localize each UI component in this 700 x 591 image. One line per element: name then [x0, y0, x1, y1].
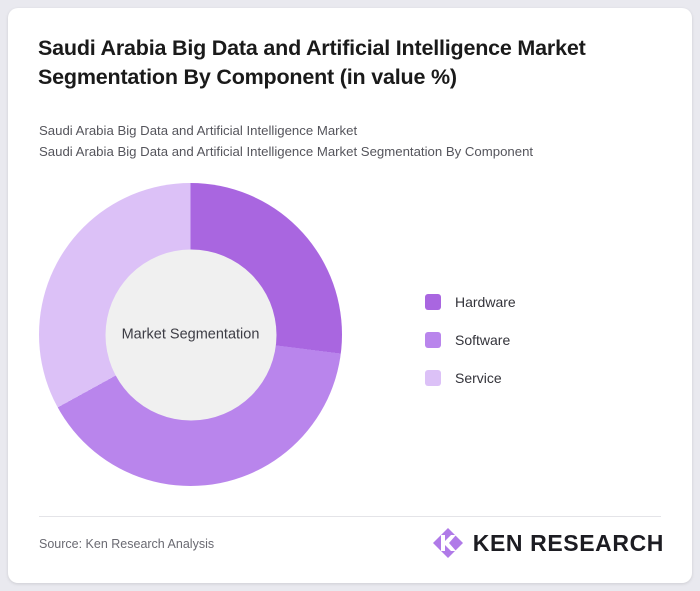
legend-label: Hardware	[455, 294, 516, 310]
chart-area	[8, 173, 692, 503]
donut-chart[interactable]	[39, 183, 342, 486]
legend-item[interactable]	[425, 321, 655, 359]
ken-monogram-icon	[431, 526, 465, 560]
brand-logo	[431, 526, 664, 560]
chart-subtitle	[39, 120, 659, 162]
source-note: Source: Ken Research Analysis	[39, 537, 215, 551]
donut-center-label: Market Segmentation	[121, 326, 260, 343]
legend-item[interactable]	[425, 283, 655, 321]
legend-item[interactable]	[425, 359, 655, 397]
legend-swatch-icon	[425, 332, 441, 348]
legend-swatch-icon	[425, 294, 441, 310]
subtitle-line-1: Saudi Arabia Big Data and Artificial Intelligence Market	[39, 123, 358, 138]
donut-hole	[105, 249, 276, 420]
subtitle-line-2: Saudi Arabia Big Data and Artificial Intelligence Market Segmentation By Component	[39, 144, 534, 159]
legend-label: Software	[455, 332, 511, 348]
legend-swatch-icon	[425, 370, 441, 386]
legend-label: Service	[455, 370, 502, 386]
brand-name: KEN RESEARCH	[472, 529, 664, 556]
footer-divider	[39, 516, 661, 517]
chart-legend	[425, 283, 655, 397]
page-title: Saudi Arabia Big Data and Artificial Intelligence Market Segmentation By Component (in value %)	[38, 36, 586, 89]
chart-card	[8, 8, 692, 583]
